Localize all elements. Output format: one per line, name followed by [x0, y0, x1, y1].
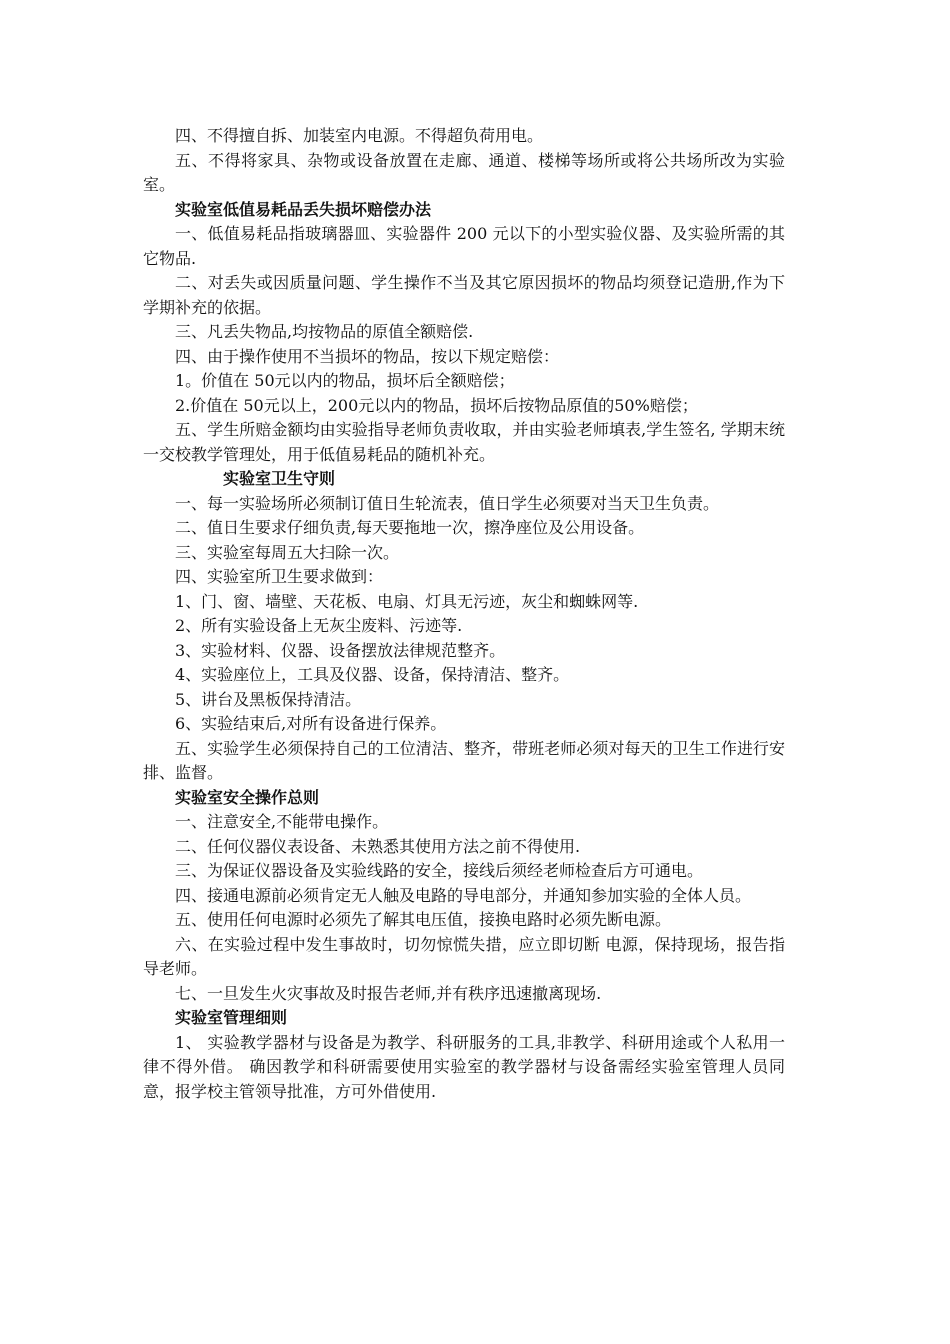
- section-heading-management: 实验室管理细则: [175, 1008, 288, 1027]
- paragraph: 四、接通电源前必须肯定无人触及电路的导电部分，并通知参加实验的全体人员。: [175, 885, 752, 905]
- paragraph: 3、实验材料、仪器、设备摆放法律规范整齐。: [175, 640, 506, 660]
- section-heading-safety: 实验室安全操作总则: [175, 787, 320, 807]
- paragraph: 五、学生所赔金额均由实验指导老师负责收取，并由实验老师填表,学生签名, 学期末统一交校教学管理处，用于低值易耗品的随机补充。: [143, 420, 785, 464]
- paragraph: 4、实验座位上，工具及仪器、设备，保持清洁、整齐。: [175, 665, 570, 684]
- section-heading-hygiene: 实验室卫生守则: [223, 469, 336, 488]
- paragraph: 五、实验学生必须保持自己的工位清洁、整齐，带班老师必须对每天的卫生工作进行安排、监督。: [143, 738, 785, 782]
- paragraph: 二、任何仪器仪表设备、未熟悉其使用方法之前不得使用.: [175, 836, 581, 856]
- paragraph: 三、凡丢失物品,均按物品的原值全额赔偿.: [175, 322, 474, 341]
- paragraph: 六、在实验过程中发生事故时，切勿惊慌失措，应立即切断 电源，保持现场，报告指导老师。: [143, 934, 785, 978]
- paragraph: 四、由于操作使用不当损坏的物品，按以下规定赔偿：: [175, 346, 560, 366]
- paragraph: 七、一旦发生火灾事故及时报告老师,并有秩序迅速撤离现场.: [175, 983, 602, 1003]
- paragraph: 三、实验室每周五大扫除一次。: [175, 542, 400, 562]
- paragraph: 5、讲台及黑板保持清洁。: [175, 689, 362, 709]
- paragraph: 一、注意安全,不能带电操作。: [175, 812, 389, 831]
- paragraph: 三、为保证仪器设备及实验线路的安全，接线后须经老师检查后方可通电。: [175, 861, 704, 880]
- paragraph: 四、不得擅自拆、加装室内电源。不得超负荷用电。: [175, 126, 544, 145]
- paragraph: 四、实验室所卫生要求做到：: [175, 567, 384, 586]
- paragraph: 一、每一实验场所必须制订值日生轮流表，值日学生必须要对当天卫生负责。: [175, 493, 720, 513]
- paragraph: 1、门、窗、墙壁、天花板、电扇、灯具无污迹，灰尘和蜘蛛网等.: [175, 591, 639, 611]
- paragraph: 1、 实验教学器材与设备是为教学、科研服务的工具,非教学、科研用途或个人私用一律不得外借。 确因教学和科研需要使用实验室的教学器材与设备需经实验室管理人员同意，报学校主管领导批准，方可外借使用.: [143, 1032, 785, 1101]
- document-body: [143, 124, 785, 1104]
- paragraph: 五、使用任何电源时必须先了解其电压值，接换电路时必须先断电源。: [175, 910, 672, 929]
- paragraph: 2、所有实验设备上无灰尘废料、污迹等.: [175, 616, 463, 635]
- paragraph: 二、值日生要求仔细负责,每天要拖地一次，擦净座位及公用设备。: [175, 518, 645, 537]
- paragraph: 五、不得将家具、杂物或设备放置在走廊、通道、楼梯等场所或将公共场所改为实验室。: [143, 150, 785, 194]
- paragraph: 一、低值易耗品指玻璃器皿、实验器件 200 元以下的小型实验仪器、及实验所需的其它物品.: [143, 224, 785, 268]
- section-heading-compensation: 实验室低值易耗品丢失损坏赔偿办法: [175, 199, 432, 219]
- paragraph: 二、对丢失或因质量问题、学生操作不当及其它原因损坏的物品均须登记造册,作为下学期补充的依据。: [143, 273, 785, 317]
- paragraph: 1。价值在 50元以内的物品，损坏后全额赔偿；: [175, 371, 515, 390]
- paragraph: 2.价值在 50元以上，200元以内的物品，损坏后按物品原值的50%赔偿；: [175, 395, 698, 415]
- paragraph: 6、实验结束后,对所有设备进行保养。: [175, 714, 447, 733]
